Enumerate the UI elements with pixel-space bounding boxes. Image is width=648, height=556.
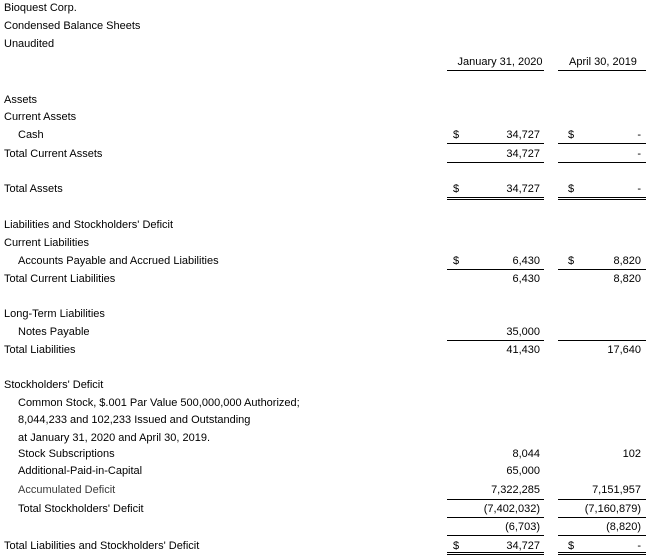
value-prior: 8,820	[613, 273, 641, 285]
total-double-rule	[447, 552, 544, 555]
row-label-total-current-liabilities: Total Current Liabilities	[4, 273, 116, 285]
total-double-rule	[558, 552, 646, 555]
value-prior: 102	[622, 448, 641, 460]
common-stock-line: 8,044,233 and 102,233 Issued and Outstanding	[18, 414, 251, 426]
section-heading-assets: Assets	[4, 94, 38, 106]
common-stock-line: at January 31, 2020 and April 30, 2019.	[18, 432, 211, 444]
currency-symbol: $	[568, 183, 575, 195]
value-current: (7,402,032)	[483, 503, 540, 515]
subtotal-rule	[558, 162, 646, 163]
subtotal-rule	[447, 535, 544, 536]
value-current: 6,430	[512, 255, 540, 267]
statement-title: Condensed Balance Sheets	[4, 20, 141, 32]
value-prior: -	[637, 183, 641, 195]
subtotal-rule	[447, 340, 544, 341]
row-label-stock-subscriptions: Stock Subscriptions	[18, 448, 115, 460]
subtotal-rule	[447, 517, 544, 518]
value-current: 7,322,285	[491, 484, 540, 496]
row-label-cash: Cash	[18, 129, 44, 141]
row-label-accounts-payable: Accounts Payable and Accrued Liabilities	[18, 255, 219, 267]
subtotal-rule	[447, 162, 544, 163]
subtotal-rule	[447, 143, 544, 144]
total-double-rule	[447, 197, 544, 200]
currency-symbol: $	[453, 129, 460, 141]
common-stock-line: Common Stock, $.001 Par Value 500,000,000 Authorized;	[18, 397, 300, 409]
value-current: 8,044	[512, 448, 540, 460]
value-prior: 8,820	[613, 255, 641, 267]
row-label-total-liabilities: Total Liabilities	[4, 344, 76, 356]
value-current: 34,727	[506, 183, 540, 195]
subheading-long-term-liabilities: Long-Term Liabilities	[4, 308, 105, 320]
currency-symbol: $	[453, 183, 460, 195]
column-header-current: January 31, 2020	[457, 56, 543, 68]
column-header-rule	[558, 70, 646, 71]
subtotal-rule	[558, 517, 646, 518]
value-current: 35,000	[506, 326, 540, 338]
value-current: 6,430	[512, 273, 540, 285]
value-prior: (7,160,879)	[584, 503, 641, 515]
row-label-total-current-assets: Total Current Assets	[4, 148, 103, 160]
subtotal-rule	[558, 143, 646, 144]
subheading-current-assets: Current Assets	[4, 111, 77, 123]
row-label-accumulated-deficit: Accumulated Deficit	[18, 484, 116, 496]
column-header-prior: April 30, 2019	[569, 56, 637, 68]
value-prior: -	[637, 540, 641, 552]
row-label-additional-paid-in-capital: Additional-Paid-in-Capital	[18, 465, 143, 477]
subtotal-rule	[447, 499, 544, 500]
currency-symbol: $	[568, 255, 575, 267]
value-prior: 7,151,957	[592, 484, 641, 496]
subtotal-rule	[447, 269, 544, 270]
currency-symbol: $	[568, 129, 575, 141]
value-prior: 17,640	[607, 344, 641, 356]
value-current: (6,703)	[505, 521, 540, 533]
subtotal-rule	[558, 340, 646, 341]
currency-symbol: $	[568, 540, 575, 552]
subheading-current-liabilities: Current Liabilities	[4, 237, 89, 249]
value-current: 41,430	[506, 344, 540, 356]
company-name: Bioquest Corp.	[4, 2, 77, 14]
row-label-total-stockholders-deficit: Total Stockholders' Deficit	[18, 503, 144, 515]
section-heading-liabilities: Liabilities and Stockholders' Deficit	[4, 219, 174, 231]
value-prior: -	[637, 129, 641, 141]
value-prior: -	[637, 148, 641, 160]
subtotal-rule	[558, 499, 646, 500]
value-current: 34,727	[506, 540, 540, 552]
section-heading-stockholders-deficit: Stockholders' Deficit	[4, 379, 104, 391]
value-current: 34,727	[506, 129, 540, 141]
column-header-rule	[447, 70, 544, 71]
value-current: 34,727	[506, 148, 540, 160]
value-prior: (8,820)	[606, 521, 641, 533]
value-current: 65,000	[506, 465, 540, 477]
statement-subtitle: Unaudited	[4, 38, 55, 50]
currency-symbol: $	[453, 255, 460, 267]
currency-symbol: $	[453, 540, 460, 552]
row-label-notes-payable: Notes Payable	[18, 326, 90, 338]
row-label-total-assets: Total Assets	[4, 183, 63, 195]
subtotal-rule	[558, 269, 646, 270]
subtotal-rule	[558, 535, 646, 536]
row-label-total-liabilities-and-deficit: Total Liabilities and Stockholders' Deficit	[4, 540, 200, 552]
total-double-rule	[558, 197, 646, 200]
